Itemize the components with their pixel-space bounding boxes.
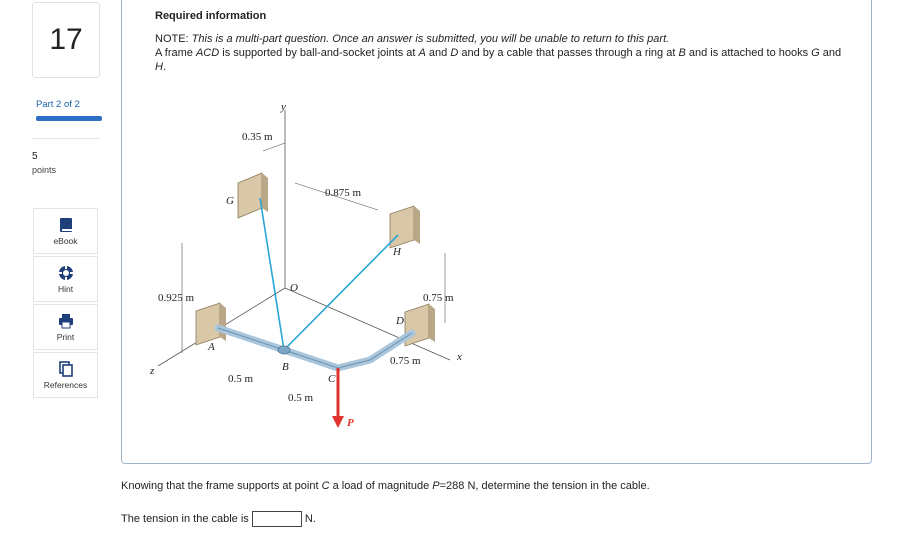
joint-a-mount [196, 303, 226, 345]
lifebuoy-icon [58, 265, 74, 281]
hook-h-mount [390, 206, 420, 248]
tension-answer-input[interactable] [252, 511, 302, 527]
printer-icon [58, 313, 74, 329]
dim-035: 0.35 m [242, 131, 273, 143]
problem-statement [155, 32, 845, 74]
question-text: Knowing that the frame supports at point C a load of magnitude P=288 N, determine the tension in the cable. [121, 480, 650, 492]
frame-acd [218, 328, 412, 368]
label-o: O [290, 282, 298, 294]
dim-line-035 [263, 143, 285, 151]
frame-diagram [150, 98, 490, 438]
x-axis-label: x [457, 351, 462, 363]
label-h: H [393, 246, 401, 258]
book-icon [58, 217, 74, 233]
divider [32, 138, 100, 139]
answer-row [121, 511, 316, 527]
label-g: G [226, 195, 234, 207]
hint-button[interactable] [33, 256, 98, 302]
cable [260, 198, 398, 350]
dim-05-right: 0.5 m [288, 392, 314, 404]
dim-05-left: 0.5 m [228, 373, 254, 385]
answer-label: The tension in the cable is [121, 513, 249, 525]
references-label: References [43, 379, 88, 390]
part-indicator: Part 2 of 2 [36, 99, 80, 110]
dim-075-vert: 0.75 m [423, 292, 454, 304]
points-label: points [32, 165, 57, 175]
print-label: Print [56, 331, 75, 342]
ebook-label: eBook [53, 235, 78, 246]
points-value: 5 [32, 151, 38, 162]
note-line: NOTE: This is a multi-part question. Once an answer is submitted, you will be unable to return to this part. [155, 33, 670, 45]
label-a: A [208, 341, 215, 353]
print-button[interactable] [33, 304, 98, 350]
y-axis-label: y [281, 101, 286, 113]
joint-d-mount [405, 304, 435, 346]
ring-b [278, 346, 290, 354]
load-arrowhead [332, 416, 344, 428]
dim-0925: 0.925 m [158, 292, 195, 304]
ebook-button[interactable] [33, 208, 98, 254]
label-c: C [328, 373, 336, 385]
part-progress-bar [36, 116, 102, 121]
label-p: P [347, 417, 354, 429]
panel-title: Required information [155, 10, 267, 22]
dim-0875: 0.875 m [325, 187, 362, 199]
question-number: 17 [32, 2, 100, 78]
z-axis-label: z [150, 365, 155, 377]
question-sidebar [0, 0, 104, 545]
label-b: B [282, 361, 289, 373]
label-d: D [396, 315, 404, 327]
hook-g-mount [238, 173, 268, 218]
references-button[interactable] [33, 352, 98, 398]
dim-075-horiz: 0.75 m [390, 355, 421, 367]
intro-text: A frame ACD is supported by ball-and-socket joints at A and D and by a cable that passes through a ring at B and is attached to hooks G and H. [155, 47, 842, 73]
copy-icon [58, 361, 74, 377]
hint-label: Hint [57, 283, 74, 294]
answer-unit: N. [304, 513, 316, 525]
